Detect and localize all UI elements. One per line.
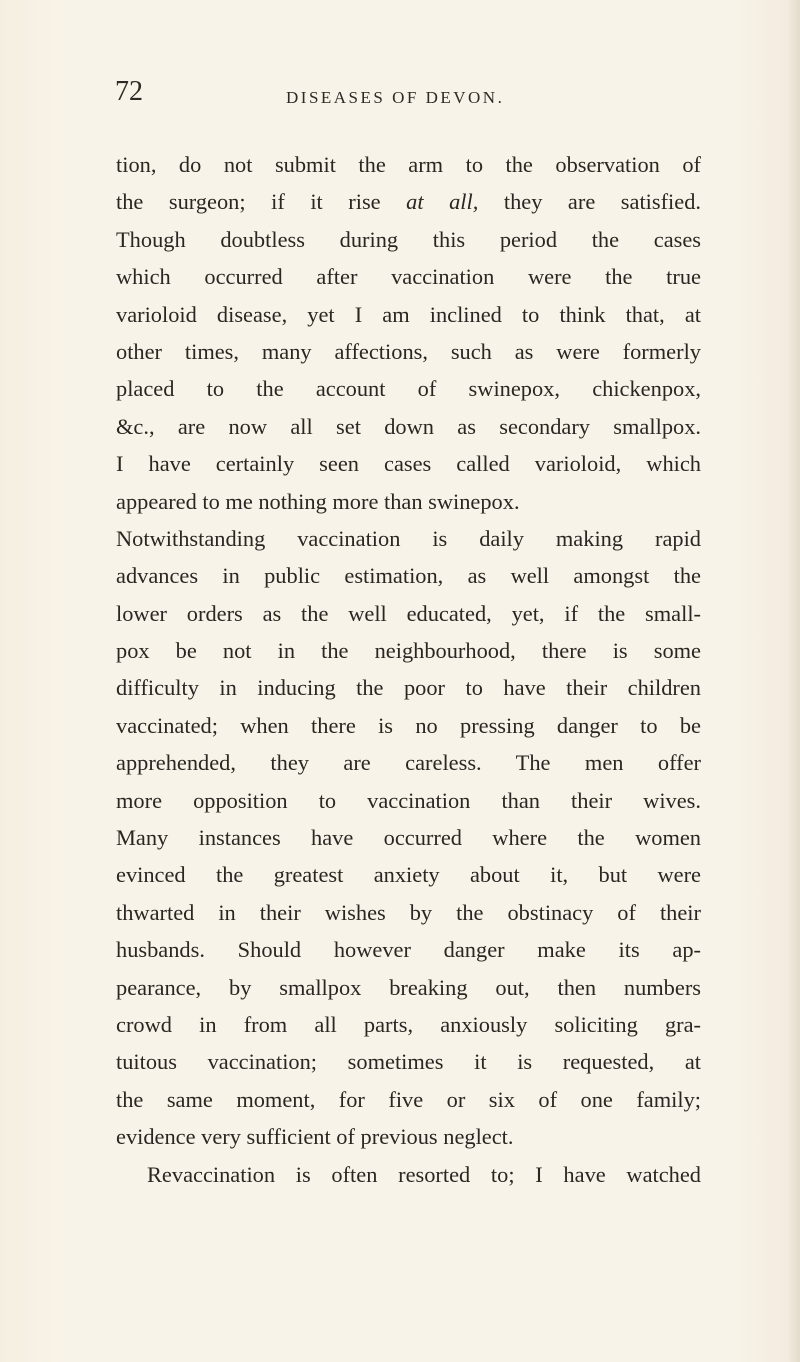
text-line: lower orders as the well educated, yet, if the small-: [116, 600, 701, 626]
text-line: pearance, by smallpox breaking out, then numbers: [116, 974, 701, 1000]
text-line: I have certainly seen cases called varioloid, which: [116, 451, 701, 477]
text-line: Revaccination is often resorted to; I have watched: [147, 1161, 701, 1187]
page-number: 72: [115, 76, 143, 107]
page-header: [115, 77, 675, 117]
text-line: placed to the account of swinepox, chickenpox,: [116, 376, 701, 402]
text-line: advances in public estimation, as well amongst the: [116, 563, 701, 589]
text-line: Many instances have occurred where the women: [116, 825, 701, 851]
text-line: the surgeon; if it rise at all, they are satisfied.: [116, 189, 701, 215]
text-line: thwarted in their wishes by the obstinacy of their: [116, 899, 701, 925]
text-line: which occurred after vaccination were the true: [116, 264, 701, 290]
emphasis-text: at all,: [406, 189, 479, 215]
page-edge-shadow: [788, 0, 800, 1362]
text-line: tuitous vaccination; sometimes it is requested, at: [116, 1049, 701, 1075]
text-line: varioloid disease, yet I am inclined to think that, at: [116, 301, 701, 327]
text-line: pox be not in the neighbourhood, there is some: [116, 638, 701, 664]
text-line: vaccinated; when there is no pressing danger to be: [116, 712, 701, 738]
text-line: other times, many affections, such as were formerly: [116, 338, 701, 364]
text-line: the same moment, for five or six of one family;: [116, 1086, 701, 1112]
running-head: DISEASES OF DEVON.: [286, 88, 505, 107]
text-line: husbands. Should however danger make its ap-: [116, 937, 701, 963]
text-line: evinced the greatest anxiety about it, but were: [116, 862, 701, 888]
text-line: Though doubtless during this period the cases: [116, 226, 701, 252]
text-line: &c., are now all set down as secondary smallpox.: [116, 413, 701, 439]
text-line: apprehended, they are careless. The men offer: [116, 750, 701, 776]
text-line: crowd in from all parts, anxiously soliciting gra-: [116, 1011, 701, 1037]
text-line: difficulty in inducing the poor to have their children: [116, 675, 701, 701]
text-line: appeared to me nothing more than swinepox.: [116, 488, 520, 514]
text-line: more opposition to vaccination than their wives.: [116, 787, 701, 813]
text-line: evidence very sufficient of previous neglect.: [116, 1124, 514, 1150]
text-line: Notwithstanding vaccination is daily making rapid: [116, 525, 701, 551]
body-text: [116, 146, 701, 1193]
text-line: tion, do not submit the arm to the observation of: [116, 152, 701, 177]
